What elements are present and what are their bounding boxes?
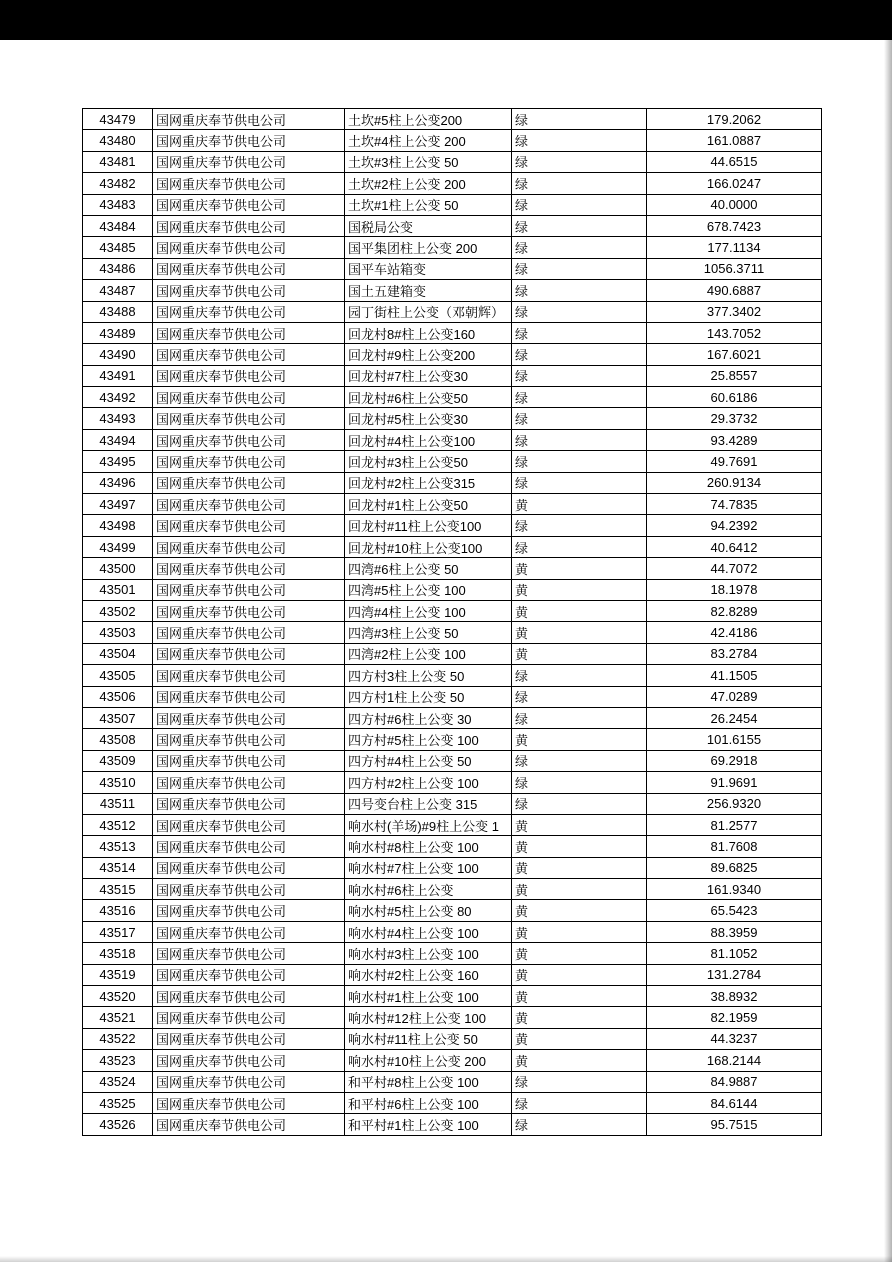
table-row: [83, 109, 822, 130]
value-cell: 84.9887: [647, 1071, 822, 1092]
id-cell: 43523: [83, 1050, 153, 1071]
table-row: [83, 643, 822, 664]
table-row: [83, 387, 822, 408]
status-cell: 绿: [512, 429, 647, 450]
company-cell: 国网重庆奉节供电公司: [153, 643, 345, 664]
id-cell: 43503: [83, 622, 153, 643]
status-cell: 黄: [512, 643, 647, 664]
company-cell: 国网重庆奉节供电公司: [153, 900, 345, 921]
id-cell: 43499: [83, 536, 153, 557]
id-cell: 43490: [83, 344, 153, 365]
id-cell: 43482: [83, 173, 153, 194]
table-row: [83, 729, 822, 750]
company-cell: 国网重庆奉节供电公司: [153, 986, 345, 1007]
status-cell: 黄: [512, 986, 647, 1007]
company-cell: 国网重庆奉节供电公司: [153, 814, 345, 835]
status-cell: 绿: [512, 173, 647, 194]
table-row: [83, 365, 822, 386]
status-cell: 绿: [512, 536, 647, 557]
company-cell: 国网重庆奉节供电公司: [153, 879, 345, 900]
data-table: [82, 108, 822, 1136]
value-cell: 44.3237: [647, 1028, 822, 1049]
company-cell: 国网重庆奉节供电公司: [153, 215, 345, 236]
status-cell: 绿: [512, 665, 647, 686]
table-row: [83, 451, 822, 472]
company-cell: 国网重庆奉节供电公司: [153, 1071, 345, 1092]
table-row: [83, 814, 822, 835]
name-cell: 回龙村#6柱上公变50: [345, 387, 512, 408]
value-cell: 167.6021: [647, 344, 822, 365]
value-cell: 101.6155: [647, 729, 822, 750]
status-cell: 黄: [512, 622, 647, 643]
company-cell: 国网重庆奉节供电公司: [153, 322, 345, 343]
status-cell: 黄: [512, 964, 647, 985]
id-cell: 43510: [83, 772, 153, 793]
id-cell: 43502: [83, 600, 153, 621]
id-cell: 43486: [83, 258, 153, 279]
table-row: [83, 344, 822, 365]
table-row: [83, 280, 822, 301]
name-cell: 响水村#12柱上公变 100: [345, 1007, 512, 1028]
name-cell: 和平村#1柱上公变 100: [345, 1114, 512, 1135]
company-cell: 国网重庆奉节供电公司: [153, 109, 345, 130]
name-cell: 回龙村#9柱上公变200: [345, 344, 512, 365]
table-row: [83, 472, 822, 493]
table-row: [83, 258, 822, 279]
company-cell: 国网重庆奉节供电公司: [153, 1092, 345, 1113]
value-cell: 41.1505: [647, 665, 822, 686]
value-cell: 81.1052: [647, 943, 822, 964]
id-cell: 43484: [83, 215, 153, 236]
name-cell: 响水村#11柱上公变 50: [345, 1028, 512, 1049]
id-cell: 43513: [83, 836, 153, 857]
table-row: [83, 1050, 822, 1071]
table-row: [83, 408, 822, 429]
name-cell: 土坎#3柱上公变 50: [345, 151, 512, 172]
name-cell: 回龙村#7柱上公变30: [345, 365, 512, 386]
company-cell: 国网重庆奉节供电公司: [153, 536, 345, 557]
value-cell: 177.1134: [647, 237, 822, 258]
company-cell: 国网重庆奉节供电公司: [153, 365, 345, 386]
table-row: [83, 429, 822, 450]
company-cell: 国网重庆奉节供电公司: [153, 622, 345, 643]
company-cell: 国网重庆奉节供电公司: [153, 964, 345, 985]
value-cell: 82.8289: [647, 600, 822, 621]
company-cell: 国网重庆奉节供电公司: [153, 1050, 345, 1071]
name-cell: 四方村#2柱上公变 100: [345, 772, 512, 793]
table-row: [83, 1071, 822, 1092]
company-cell: 国网重庆奉节供电公司: [153, 301, 345, 322]
status-cell: 黄: [512, 600, 647, 621]
company-cell: 国网重庆奉节供电公司: [153, 857, 345, 878]
name-cell: 回龙村#11柱上公变100: [345, 515, 512, 536]
company-cell: 国网重庆奉节供电公司: [153, 408, 345, 429]
status-cell: 黄: [512, 579, 647, 600]
name-cell: 响水村#7柱上公变 100: [345, 857, 512, 878]
value-cell: 490.6887: [647, 280, 822, 301]
value-cell: 40.0000: [647, 194, 822, 215]
page-edge-shadow-bottom: [0, 1256, 892, 1262]
table-row: [83, 130, 822, 151]
id-cell: 43483: [83, 194, 153, 215]
status-cell: 黄: [512, 921, 647, 942]
id-cell: 43493: [83, 408, 153, 429]
status-cell: 黄: [512, 729, 647, 750]
company-cell: 国网重庆奉节供电公司: [153, 707, 345, 728]
id-cell: 43495: [83, 451, 153, 472]
value-cell: 84.6144: [647, 1092, 822, 1113]
company-cell: 国网重庆奉节供电公司: [153, 515, 345, 536]
value-cell: 29.3732: [647, 408, 822, 429]
status-cell: 绿: [512, 130, 647, 151]
table-row: [83, 986, 822, 1007]
status-cell: 绿: [512, 686, 647, 707]
table-row: [83, 750, 822, 771]
company-cell: 国网重庆奉节供电公司: [153, 1114, 345, 1135]
value-cell: 65.5423: [647, 900, 822, 921]
status-cell: 绿: [512, 750, 647, 771]
name-cell: 四方村#5柱上公变 100: [345, 729, 512, 750]
value-cell: 161.0887: [647, 130, 822, 151]
company-cell: 国网重庆奉节供电公司: [153, 558, 345, 579]
id-cell: 43481: [83, 151, 153, 172]
id-cell: 43498: [83, 515, 153, 536]
company-cell: 国网重庆奉节供电公司: [153, 665, 345, 686]
company-cell: 国网重庆奉节供电公司: [153, 943, 345, 964]
table-row: [83, 836, 822, 857]
value-cell: 161.9340: [647, 879, 822, 900]
table-row: [83, 322, 822, 343]
name-cell: 土坎#4柱上公变 200: [345, 130, 512, 151]
id-cell: 43487: [83, 280, 153, 301]
status-cell: 绿: [512, 1114, 647, 1135]
name-cell: 响水村#4柱上公变 100: [345, 921, 512, 942]
value-cell: 94.2392: [647, 515, 822, 536]
name-cell: 响水村#5柱上公变 80: [345, 900, 512, 921]
name-cell: 和平村#6柱上公变 100: [345, 1092, 512, 1113]
id-cell: 43480: [83, 130, 153, 151]
status-cell: 黄: [512, 857, 647, 878]
value-cell: 678.7423: [647, 215, 822, 236]
name-cell: 四湾#4柱上公变 100: [345, 600, 512, 621]
name-cell: 国税局公变: [345, 215, 512, 236]
table-row: [83, 1092, 822, 1113]
table-row: [83, 1114, 822, 1135]
page-edge-shadow-right: [884, 0, 892, 1262]
name-cell: 回龙村#10柱上公变100: [345, 536, 512, 557]
name-cell: 四湾#2柱上公变 100: [345, 643, 512, 664]
value-cell: 44.6515: [647, 151, 822, 172]
value-cell: 81.2577: [647, 814, 822, 835]
id-cell: 43518: [83, 943, 153, 964]
id-cell: 43491: [83, 365, 153, 386]
company-cell: 国网重庆奉节供电公司: [153, 921, 345, 942]
value-cell: 260.9134: [647, 472, 822, 493]
value-cell: 89.6825: [647, 857, 822, 878]
name-cell: 响水村#10柱上公变 200: [345, 1050, 512, 1071]
id-cell: 43519: [83, 964, 153, 985]
table-row: [83, 707, 822, 728]
company-cell: 国网重庆奉节供电公司: [153, 1007, 345, 1028]
value-cell: 42.4186: [647, 622, 822, 643]
name-cell: 国土五建箱变: [345, 280, 512, 301]
company-cell: 国网重庆奉节供电公司: [153, 237, 345, 258]
id-cell: 43508: [83, 729, 153, 750]
value-cell: 82.1959: [647, 1007, 822, 1028]
id-cell: 43524: [83, 1071, 153, 1092]
id-cell: 43511: [83, 793, 153, 814]
id-cell: 43505: [83, 665, 153, 686]
id-cell: 43526: [83, 1114, 153, 1135]
status-cell: 黄: [512, 1007, 647, 1028]
status-cell: 黄: [512, 814, 647, 835]
status-cell: 绿: [512, 237, 647, 258]
name-cell: 响水村#8柱上公变 100: [345, 836, 512, 857]
id-cell: 43516: [83, 900, 153, 921]
value-cell: 256.9320: [647, 793, 822, 814]
value-cell: 44.7072: [647, 558, 822, 579]
id-cell: 43489: [83, 322, 153, 343]
name-cell: 响水村(羊场)#9柱上公变 1: [345, 814, 512, 835]
company-cell: 国网重庆奉节供电公司: [153, 472, 345, 493]
id-cell: 43506: [83, 686, 153, 707]
status-cell: 绿: [512, 793, 647, 814]
status-cell: 绿: [512, 1071, 647, 1092]
table-row: [83, 151, 822, 172]
id-cell: 43504: [83, 643, 153, 664]
company-cell: 国网重庆奉节供电公司: [153, 451, 345, 472]
table-row: [83, 665, 822, 686]
company-cell: 国网重庆奉节供电公司: [153, 686, 345, 707]
company-cell: 国网重庆奉节供电公司: [153, 1028, 345, 1049]
id-cell: 43509: [83, 750, 153, 771]
value-cell: 60.6186: [647, 387, 822, 408]
status-cell: 绿: [512, 707, 647, 728]
company-cell: 国网重庆奉节供电公司: [153, 151, 345, 172]
status-cell: 黄: [512, 1028, 647, 1049]
name-cell: 土坎#2柱上公变 200: [345, 173, 512, 194]
name-cell: 四号变台柱上公变 315: [345, 793, 512, 814]
value-cell: 18.1978: [647, 579, 822, 600]
table-body: [83, 109, 822, 1136]
id-cell: 43520: [83, 986, 153, 1007]
status-cell: 绿: [512, 151, 647, 172]
value-cell: 49.7691: [647, 451, 822, 472]
id-cell: 43517: [83, 921, 153, 942]
table-row: [83, 536, 822, 557]
value-cell: 168.2144: [647, 1050, 822, 1071]
name-cell: 四方村1柱上公变 50: [345, 686, 512, 707]
status-cell: 绿: [512, 301, 647, 322]
value-cell: 166.0247: [647, 173, 822, 194]
value-cell: 88.3959: [647, 921, 822, 942]
status-cell: 绿: [512, 322, 647, 343]
top-black-bar: [0, 0, 892, 40]
status-cell: 绿: [512, 1092, 647, 1113]
company-cell: 国网重庆奉节供电公司: [153, 173, 345, 194]
company-cell: 国网重庆奉节供电公司: [153, 793, 345, 814]
name-cell: 国平车站箱变: [345, 258, 512, 279]
table-row: [83, 494, 822, 515]
table-row: [83, 301, 822, 322]
value-cell: 91.9691: [647, 772, 822, 793]
id-cell: 43501: [83, 579, 153, 600]
company-cell: 国网重庆奉节供电公司: [153, 130, 345, 151]
name-cell: 回龙村#3柱上公变50: [345, 451, 512, 472]
id-cell: 43514: [83, 857, 153, 878]
status-cell: 黄: [512, 558, 647, 579]
company-cell: 国网重庆奉节供电公司: [153, 729, 345, 750]
id-cell: 43512: [83, 814, 153, 835]
name-cell: 土坎#1柱上公变 50: [345, 194, 512, 215]
name-cell: 四方村3柱上公变 50: [345, 665, 512, 686]
value-cell: 81.7608: [647, 836, 822, 857]
company-cell: 国网重庆奉节供电公司: [153, 387, 345, 408]
status-cell: 绿: [512, 472, 647, 493]
table-row: [83, 579, 822, 600]
name-cell: 回龙村#2柱上公变315: [345, 472, 512, 493]
status-cell: 绿: [512, 344, 647, 365]
table-row: [83, 515, 822, 536]
id-cell: 43525: [83, 1092, 153, 1113]
id-cell: 43496: [83, 472, 153, 493]
value-cell: 179.2062: [647, 109, 822, 130]
table-row: [83, 943, 822, 964]
value-cell: 143.7052: [647, 322, 822, 343]
table-row: [83, 1028, 822, 1049]
table-row: [83, 879, 822, 900]
company-cell: 国网重庆奉节供电公司: [153, 579, 345, 600]
value-cell: 377.3402: [647, 301, 822, 322]
value-cell: 131.2784: [647, 964, 822, 985]
status-cell: 黄: [512, 879, 647, 900]
company-cell: 国网重庆奉节供电公司: [153, 494, 345, 515]
name-cell: 回龙村#1柱上公变50: [345, 494, 512, 515]
id-cell: 43507: [83, 707, 153, 728]
company-cell: 国网重庆奉节供电公司: [153, 772, 345, 793]
status-cell: 黄: [512, 494, 647, 515]
table-row: [83, 173, 822, 194]
table-row: [83, 793, 822, 814]
status-cell: 绿: [512, 515, 647, 536]
name-cell: 四湾#5柱上公变 100: [345, 579, 512, 600]
name-cell: 四方村#4柱上公变 50: [345, 750, 512, 771]
table-row: [83, 194, 822, 215]
name-cell: 国平集团柱上公变 200: [345, 237, 512, 258]
status-cell: 黄: [512, 1050, 647, 1071]
name-cell: 四方村#6柱上公变 30: [345, 707, 512, 728]
company-cell: 国网重庆奉节供电公司: [153, 836, 345, 857]
name-cell: 响水村#6柱上公变: [345, 879, 512, 900]
status-cell: 绿: [512, 408, 647, 429]
id-cell: 43500: [83, 558, 153, 579]
name-cell: 响水村#3柱上公变 100: [345, 943, 512, 964]
id-cell: 43497: [83, 494, 153, 515]
company-cell: 国网重庆奉节供电公司: [153, 258, 345, 279]
name-cell: 土坎#5柱上公变200: [345, 109, 512, 130]
value-cell: 40.6412: [647, 536, 822, 557]
table-row: [83, 237, 822, 258]
table-row: [83, 600, 822, 621]
value-cell: 93.4289: [647, 429, 822, 450]
company-cell: 国网重庆奉节供电公司: [153, 750, 345, 771]
table-row: [83, 900, 822, 921]
value-cell: 74.7835: [647, 494, 822, 515]
name-cell: 响水村#1柱上公变 100: [345, 986, 512, 1007]
value-cell: 83.2784: [647, 643, 822, 664]
name-cell: 园丁街柱上公变（邓朝辉）: [345, 301, 512, 322]
id-cell: 43515: [83, 879, 153, 900]
value-cell: 25.8557: [647, 365, 822, 386]
name-cell: 四湾#6柱上公变 50: [345, 558, 512, 579]
status-cell: 绿: [512, 194, 647, 215]
name-cell: 回龙村#5柱上公变30: [345, 408, 512, 429]
name-cell: 回龙村#4柱上公变100: [345, 429, 512, 450]
status-cell: 黄: [512, 836, 647, 857]
value-cell: 38.8932: [647, 986, 822, 1007]
id-cell: 43485: [83, 237, 153, 258]
status-cell: 黄: [512, 900, 647, 921]
name-cell: 四湾#3柱上公变 50: [345, 622, 512, 643]
table-row: [83, 215, 822, 236]
id-cell: 43488: [83, 301, 153, 322]
name-cell: 回龙村8#柱上公变160: [345, 322, 512, 343]
table-row: [83, 921, 822, 942]
company-cell: 国网重庆奉节供电公司: [153, 280, 345, 301]
id-cell: 43494: [83, 429, 153, 450]
company-cell: 国网重庆奉节供电公司: [153, 429, 345, 450]
value-cell: 1056.3711: [647, 258, 822, 279]
status-cell: 绿: [512, 109, 647, 130]
status-cell: 绿: [512, 387, 647, 408]
company-cell: 国网重庆奉节供电公司: [153, 194, 345, 215]
status-cell: 黄: [512, 943, 647, 964]
table-row: [83, 1007, 822, 1028]
name-cell: 和平村#8柱上公变 100: [345, 1071, 512, 1092]
status-cell: 绿: [512, 451, 647, 472]
table-row: [83, 558, 822, 579]
name-cell: 响水村#2柱上公变 160: [345, 964, 512, 985]
value-cell: 26.2454: [647, 707, 822, 728]
value-cell: 47.0289: [647, 686, 822, 707]
id-cell: 43492: [83, 387, 153, 408]
status-cell: 绿: [512, 280, 647, 301]
table-row: [83, 686, 822, 707]
status-cell: 绿: [512, 772, 647, 793]
id-cell: 43521: [83, 1007, 153, 1028]
table-row: [83, 772, 822, 793]
value-cell: 95.7515: [647, 1114, 822, 1135]
value-cell: 69.2918: [647, 750, 822, 771]
status-cell: 绿: [512, 365, 647, 386]
status-cell: 绿: [512, 215, 647, 236]
id-cell: 43479: [83, 109, 153, 130]
table-row: [83, 964, 822, 985]
company-cell: 国网重庆奉节供电公司: [153, 600, 345, 621]
status-cell: 绿: [512, 258, 647, 279]
table-row: [83, 622, 822, 643]
table-row: [83, 857, 822, 878]
id-cell: 43522: [83, 1028, 153, 1049]
company-cell: 国网重庆奉节供电公司: [153, 344, 345, 365]
